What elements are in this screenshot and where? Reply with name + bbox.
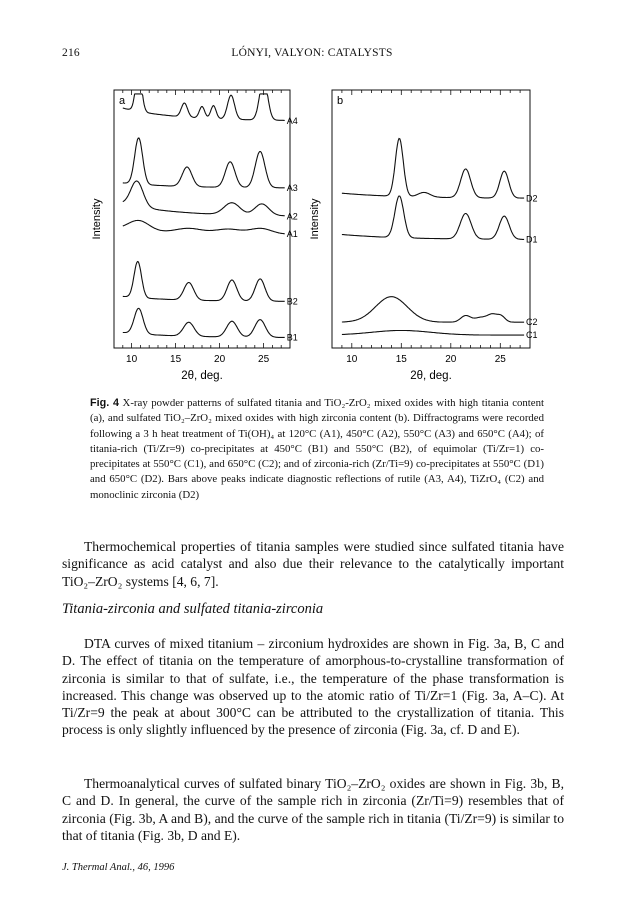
diffractogram-A2 — [123, 181, 285, 216]
paragraph-2: DTA curves of mixed titanium – zirconium hydroxides are shown in Fig. 3a, B, C and D. The effect of titania on the temperature of amorphous-to-crystalline transformation of zirconia is similar to that of sulfate, i.e., the temperature of the phase transformation is increased. This change was observed up to the atomic ratio of Ti/Zr=1 (Fig. 3a, A–C). At Ti/Zr=9 the peak at about 300°C can be attributed to the crystallization of titania. This process is only slightly influenced by the presence of zirconia (Fig. 3a, cf. D and E). — [62, 636, 564, 738]
curve-label-A2: A2 — [286, 211, 298, 222]
running-head: LÓNYI, VALYON: CATALYSTS — [231, 47, 393, 59]
x-tick-label: 10 — [346, 354, 358, 365]
diffractogram-C2 — [342, 297, 524, 323]
figure-caption — [90, 396, 544, 503]
x-tick-label: 20 — [214, 354, 226, 365]
curve-label-A3: A3 — [286, 183, 298, 194]
curve-label-B1: B1 — [286, 332, 298, 343]
paragraph-3: Thermoanalytical curves of sulfated binary TiO₂–ZrO₂ oxides are shown in Fig. 3b, B, C and D. In general, the curve of the sample rich in zirconia (Zr/Ti=9) resembles that of zirconia (Fig. 3b, A and B), and the curve of the sample rich in titania (Ti/Zr=9) is similar to that of titania (Fig. 3b, D and E). — [62, 776, 564, 843]
diffractogram-B1 — [123, 308, 285, 337]
curve-label-A4: A4 — [286, 115, 298, 126]
diffractogram-A1 — [123, 220, 285, 233]
x-tick-label: 25 — [258, 354, 270, 365]
curve-label-C2: C2 — [526, 317, 538, 328]
panel-frame — [332, 90, 530, 348]
diffractogram-B2 — [123, 262, 285, 302]
xrd-figure-svg — [86, 84, 552, 384]
x-tick-label: 15 — [395, 354, 407, 365]
curve-label-D2: D2 — [526, 193, 538, 204]
diffractogram-C1 — [342, 331, 524, 336]
y-axis-label: Intensity — [91, 198, 103, 240]
x-axis-label: 2θ, deg. — [410, 370, 452, 382]
panel-letter: a — [119, 95, 126, 107]
x-axis-label: 2θ, deg. — [181, 370, 223, 382]
caption-label: Fig. 4 — [90, 397, 120, 409]
journal-footer: J. Thermal Anal., 46, 1996 — [62, 862, 175, 873]
page-number: 216 — [62, 47, 80, 59]
diffractogram-D1 — [342, 196, 524, 239]
diffractogram-D2 — [342, 139, 524, 199]
curve-label-C1: C1 — [526, 330, 538, 341]
xrd-figure — [86, 84, 552, 384]
panel-letter: b — [337, 95, 344, 107]
paragraph-1: Thermochemical properties of titania samples were studied since sulfated titania have significance as acid catalyst and also due their relevance to the catalytically important TiO₂–ZrO₂ systems [4, 6, 7]. — [62, 539, 564, 589]
x-tick-label: 10 — [126, 354, 138, 365]
x-tick-label: 15 — [170, 354, 182, 365]
diffractogram-A3 — [123, 138, 285, 188]
y-axis-label: Intensity — [309, 198, 321, 240]
curve-label-A1: A1 — [286, 229, 298, 240]
caption-text: X-ray powder patterns of sulfated titania and TiO₂-ZrO₂ mixed oxides with high titania content (a), and sulfated TiO₂–ZrO₂ mixed oxides with high zirconia content (b). Diffractograms were recorded following a 3 h heat treatment of Ti(OH)₄ at 120°C (A1), 450°C (A2), 550°C (A3) and 650°C (A4); of titania-rich (Ti/Zr=9) co-precipitates at 450°C (B1) and 550°C (B2), of equimolar (Ti/Zr=1) co-precipitates at 550°C (C1), and 650°C (C2); and of zirconia-rich (Zr/Ti=9) co-precipitates at 550°C (D1) and 650°C (D2). Bars above peaks indicate diagnostic reflections of rutile (A3, A4), TiZrO₄ (C2) and monoclinic zirconia (D2) — [90, 397, 544, 501]
x-tick-label: 25 — [494, 354, 506, 365]
section-title: Titania-zirconia and sulfated titania-zirconia — [62, 601, 324, 617]
curve-label-B2: B2 — [286, 296, 298, 307]
diffractogram-A4 — [123, 94, 285, 121]
curve-label-D1: D1 — [526, 234, 538, 245]
x-tick-label: 20 — [445, 354, 457, 365]
